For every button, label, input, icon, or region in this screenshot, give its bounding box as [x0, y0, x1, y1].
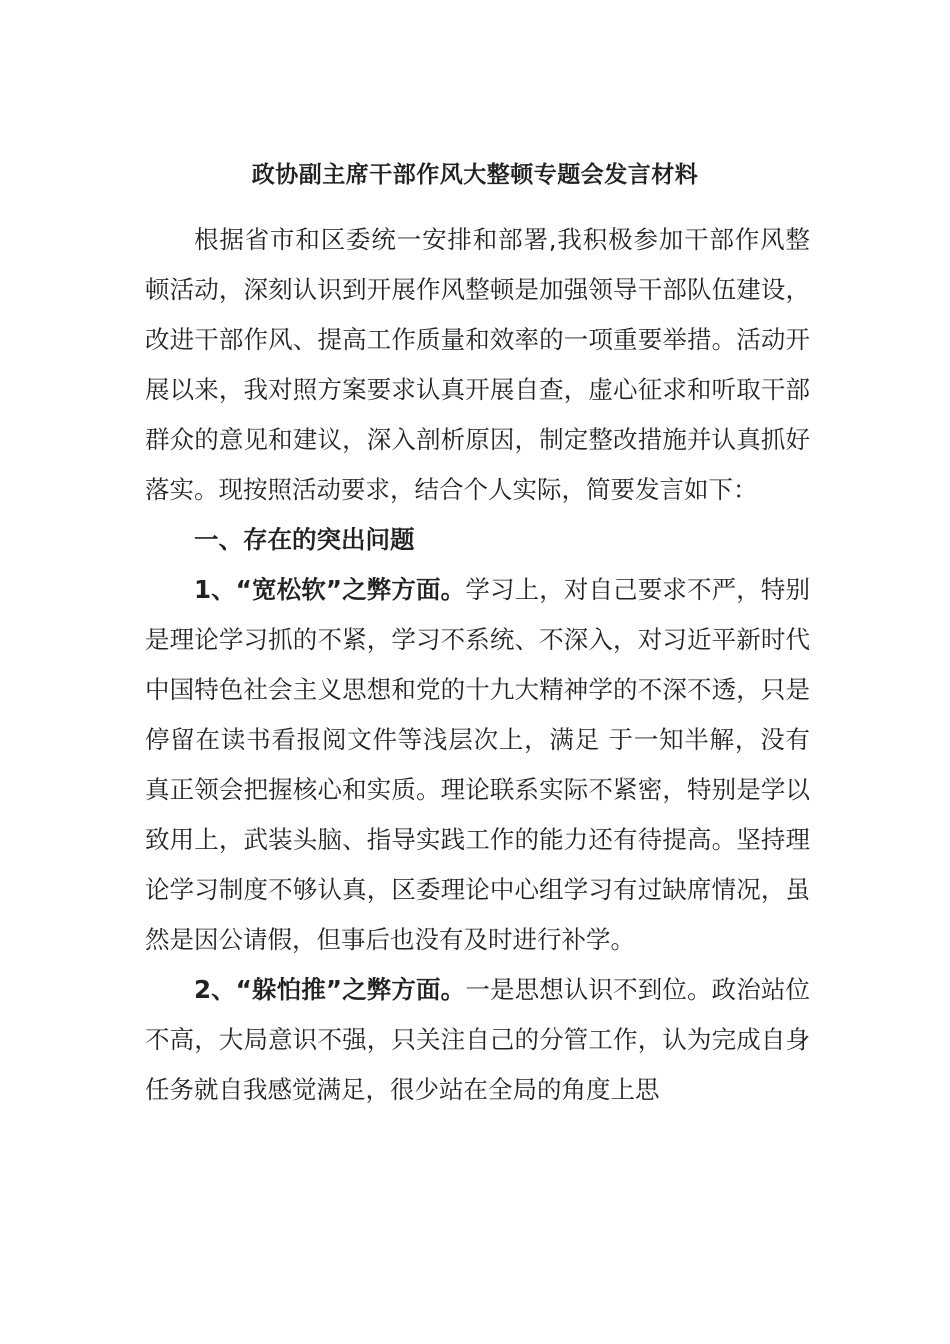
item-1-text: 学习上，对自己要求不严，特别是理论学习抓的不紧，学习不系统、不深入，对习近平新时代中国特色社会主义思想和党的十九大精神学的不深不透，只是停留在读书看报阅文件等浅层次上，满足 于一知半解，没有真正领会把握核心和实质。理论联系实际不紧密，特别是学以致用上，武装头脑、指导实践工作的能力还有待提高。坚持理论学习制度不够认真，区委理论中心组学习有过缺席情况，虽然是因公请假，但事后也没有及时进行补学。 — [145, 575, 810, 954]
document-body — [145, 215, 810, 1115]
section-heading: 一、存在的突出问题 — [194, 525, 415, 554]
item-1-paragraph — [145, 565, 810, 965]
item-2-lead: 2、“躲怕推”之弊方面。 — [194, 975, 466, 1004]
intro-paragraph: 根据省市和区委统一安排和部署,我积极参加干部作风整顿活动，深刻认识到开展作风整顿是加强领导干部队伍建设，改进干部作风、提高工作质量和效率的一项重要举措。活动开展以来，我对照方案要求认真开展自查，虚心征求和听取干部群众的意见和建议，深入剖析原因，制定整改措施并认真抓好落实。现按照活动要求，结合个人实际，简要发言如下： — [145, 225, 810, 504]
item-2-text: 一是思想认识不到位。政治站位不高，大局意识不强，只关注自己的分管工作，认为完成自身任务就自我感觉满足，很少站在全局的角度上思 — [145, 975, 810, 1104]
item-2-paragraph — [145, 965, 810, 1115]
document-title: 政协副主席干部作风大整顿专题会发言材料 — [251, 162, 699, 188]
item-1-lead: 1、“宽松软”之弊方面。 — [194, 575, 466, 604]
